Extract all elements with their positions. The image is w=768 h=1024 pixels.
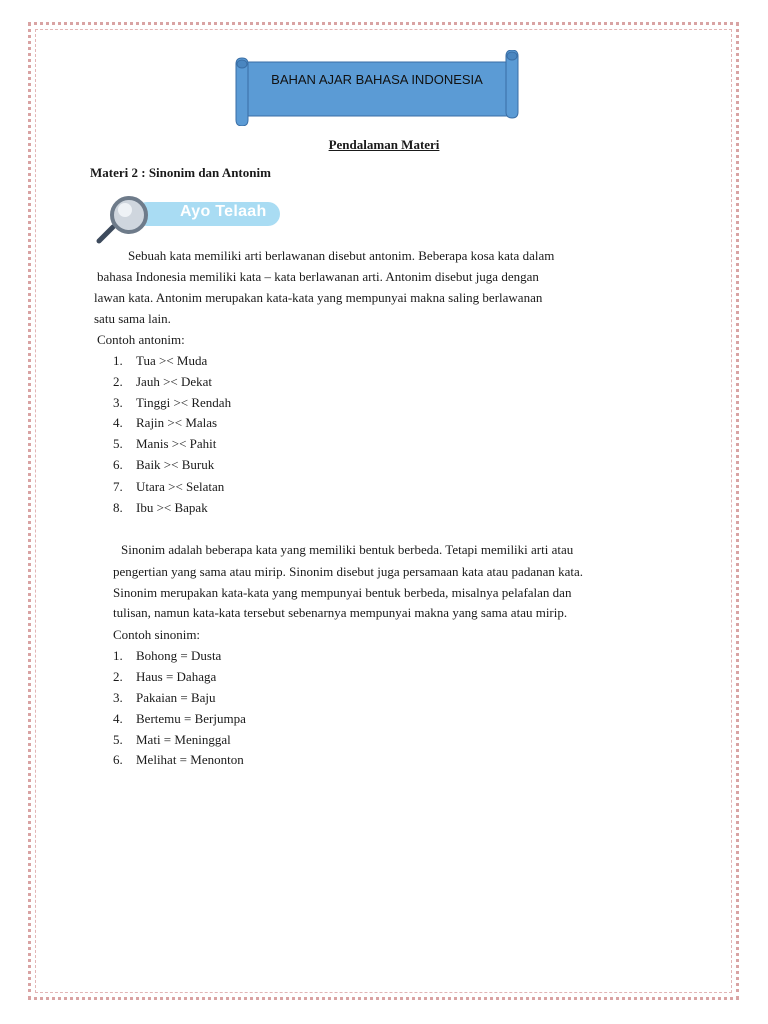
- list-number: 6.: [113, 752, 123, 767]
- list-number: 6.: [113, 457, 123, 472]
- ayo-telaah-label: Ayo Telaah: [180, 203, 267, 220]
- list-number: 8.: [113, 500, 123, 515]
- sinonim-line-1: Sinonim adalah beberapa kata yang memiliki bentuk berbeda. Tetapi memiliki arti atau: [121, 542, 574, 557]
- antonim-line-2: bahasa Indonesia memiliki kata – kata berlawanan arti. Antonim disebut juga dengan: [97, 269, 539, 284]
- antonim-line-3: lawan kata. Antonim merupakan kata-kata yang mempunyai makna saling berlawanan: [94, 290, 543, 305]
- list-number: 2.: [113, 374, 123, 389]
- antonim-line-1: Sebuah kata memiliki arti berlawanan disebut antonim. Beberapa kosa kata dalam: [128, 248, 555, 263]
- list-number: 5.: [113, 732, 123, 747]
- sinonim-line-3: Sinonim merupakan kata-kata yang mempunyai bentuk berbeda, misalnya pelafalan dan: [113, 585, 572, 600]
- sinonim-line-2: pengertian yang sama atau mirip. Sinonim disebut juga persamaan kata atau padanan kata.: [113, 564, 584, 579]
- list-text: Haus = Dahaga: [136, 669, 217, 684]
- sinonim-example-label: Contoh sinonim:: [113, 627, 201, 642]
- list-text: Tua >< Muda: [136, 353, 208, 368]
- list-number: 3.: [113, 395, 123, 410]
- title-banner: [232, 50, 522, 126]
- list-number: 7.: [113, 479, 123, 494]
- materi-title: Materi 2 : Sinonim dan Antonim: [90, 165, 271, 180]
- list-text: Bertemu = Berjumpa: [136, 711, 246, 726]
- list-text: Manis >< Pahit: [136, 436, 217, 451]
- list-text: Pakaian = Baju: [136, 690, 216, 705]
- ayo-telaah-badge: [95, 195, 285, 245]
- list-text: Melihat = Menonton: [136, 752, 244, 767]
- list-text: Tinggi >< Rendah: [136, 395, 232, 410]
- banner-title: BAHAN AJAR BAHASA INDONESIA: [271, 72, 483, 87]
- list-text: Rajin >< Malas: [136, 415, 218, 430]
- list-text: Mati = Meninggal: [136, 732, 231, 747]
- list-text: Jauh >< Dekat: [136, 374, 213, 389]
- list-number: 1.: [113, 648, 123, 663]
- list-number: 1.: [113, 353, 123, 368]
- list-text: Ibu >< Bapak: [136, 500, 208, 515]
- list-number: 4.: [113, 711, 123, 726]
- list-number: 5.: [113, 436, 123, 451]
- sinonim-line-4: tulisan, namun kata-kata tersebut sebenarnya mempunyai makna yang sama atau mirip.: [113, 605, 568, 620]
- list-text: Utara >< Selatan: [136, 479, 225, 494]
- list-text: Baik >< Buruk: [136, 457, 215, 472]
- section-heading: Pendalaman Materi: [328, 137, 440, 152]
- antonim-example-label: Contoh antonim:: [97, 332, 185, 347]
- list-number: 3.: [113, 690, 123, 705]
- list-text: Bohong = Dusta: [136, 648, 222, 663]
- antonim-line-4: satu sama lain.: [94, 311, 171, 326]
- list-number: 2.: [113, 669, 123, 684]
- list-number: 4.: [113, 415, 123, 430]
